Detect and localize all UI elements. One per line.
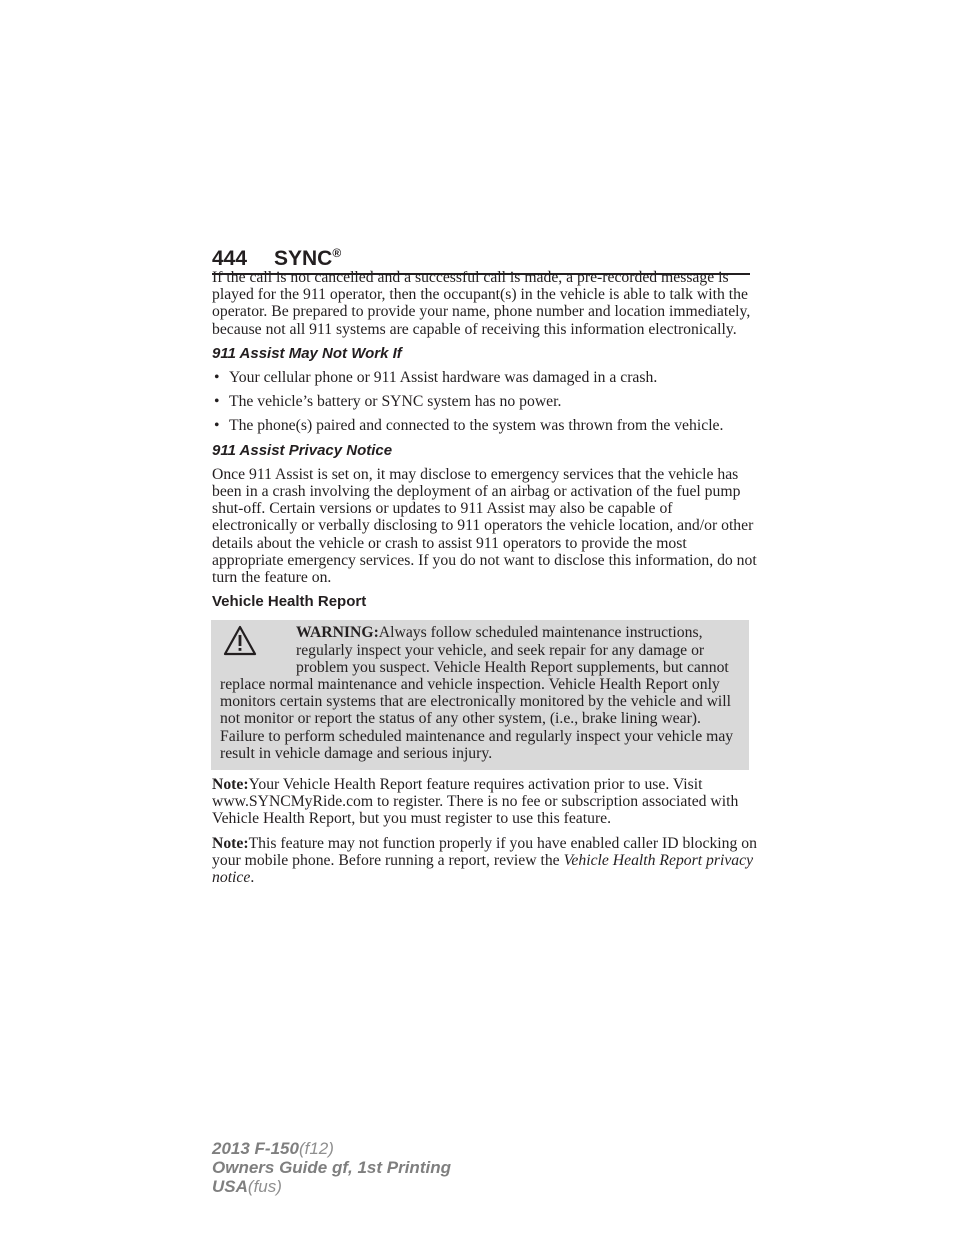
section-heading-privacy: 911 Assist Privacy Notice (212, 441, 393, 459)
warning-box (211, 620, 749, 770)
section-title: SYNC (274, 247, 333, 270)
note-paragraph (212, 776, 757, 828)
registered-mark: ® (332, 246, 342, 260)
footer-model: 2013 F-150 (212, 1139, 299, 1158)
warning-triangle-icon (223, 625, 257, 657)
warning-text: Always follow scheduled maintenance instructions, regularly inspect your vehicle, and seek repair for any damage or problem you suspect. Vehicle Health Report supplements, but cannot replace normal maintenance and vehicle inspection. Vehicle Health Report only monitors certain systems that are electronically monitored by the vehicle and will not monitor or report the status of any other system, (i.e., brake lining wear). Failure to perform scheduled maintenance and regularly inspect your vehicle may result in vehicle damage and serious injury. (220, 624, 734, 762)
warning-label: WARNING: (296, 624, 379, 642)
list-item: • The vehicle’s battery or SYNC system has no power. (212, 393, 757, 410)
note-text: Your Vehicle Health Report feature requires activation prior to use. Visit www.SYNCMyRide.com to register. There is no fee or subscription associated with Vehicle Health Report, but you must register to use this feature. (212, 776, 739, 828)
page-footer (212, 1139, 451, 1196)
privacy-notice-reference: Vehicle Health Report privacy notice (212, 851, 754, 887)
note-paragraph (212, 835, 757, 887)
section-heading-health-report: Vehicle Health Report (212, 593, 367, 611)
section-heading-may-not-work: 911 Assist May Not Work If (212, 344, 402, 362)
footer-line-2: Owners Guide gf, 1st Printing (212, 1158, 451, 1177)
note-text: This feature may not function properly if you have enabled caller ID blocking on your mobile phone. Before running a report, review the (212, 834, 757, 869)
page-content (212, 269, 757, 893)
footer-line-3 (212, 1177, 451, 1196)
note-label: Note: (212, 776, 249, 794)
footer-model-code: (f12) (298, 1139, 334, 1158)
intro-paragraph: If the call is not cancelled and a successful call is made, a pre-recorded message is played for the 911 operator, then the occupant(s) in the vehicle is able to talk with the operator. Be prepared to provide your name, phone number and location immediately, because not all 911 systems are capable of receiving this information electronically. (212, 269, 751, 338)
list-item: • The phone(s) paired and connected to the system was thrown from the vehicle. (212, 417, 757, 434)
privacy-paragraph: Once 911 Assist is set on, it may disclose to emergency services that the vehicle has been in a crash involving the deployment of an airbag or activation of the fuel pump shut-off. Certain versions or updates to 911 Assist may also be capable of electronically or verbally disclosing to 911 operators the vehicle location, and/or other details about the vehicle or crash to assist 911 operators to provide the most appropriate emergency services. If you do not want to disclose this information, do not turn the feature on. (212, 465, 757, 587)
may-not-work-list (212, 369, 757, 435)
footer-market-code: (fus) (247, 1177, 282, 1196)
list-item: • Your cellular phone or 911 Assist hardware was damaged in a crash. (212, 369, 757, 386)
note-label: Note: (212, 834, 249, 852)
note-end: . (250, 869, 255, 887)
page-number: 444 (212, 247, 248, 270)
page-header (212, 246, 752, 271)
footer-market: USA (212, 1177, 248, 1196)
footer-line-1 (212, 1139, 451, 1158)
